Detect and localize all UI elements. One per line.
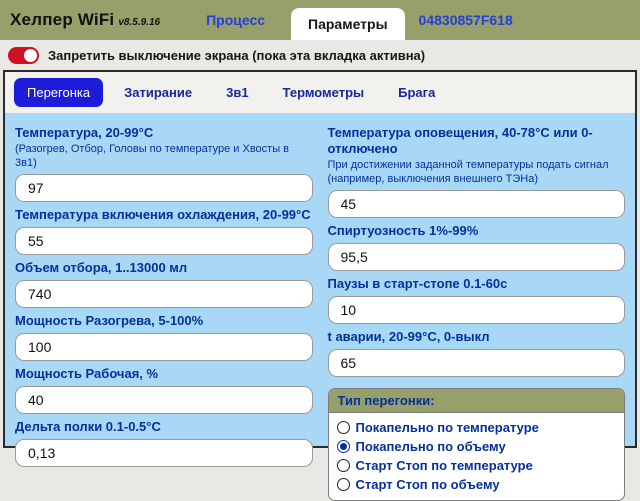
parameters-panel [3,70,637,492]
distill-type-option-2[interactable] [337,456,617,475]
tab-1[interactable]: Затирание [124,85,193,100]
field-label-right-1: Спиртуозность 1%-99% [327,223,479,238]
radio-option-label: Старт Стоп по объему [355,477,500,492]
tab-4[interactable]: Брага [398,85,436,100]
nav-parameters-tab[interactable]: Параметры [291,8,405,40]
distill-type-options [329,413,625,500]
field-label-right-0: Температура оповещения, 40-78°C или 0-отключено [327,125,593,156]
field-input-right-0[interactable] [328,190,626,218]
screen-lock-row [0,40,640,70]
distill-type-title: Тип перегонки: [329,389,625,413]
field-label-left-5: Дельта полки 0.1-0.5°C [15,419,161,434]
toggle-knob-icon [24,49,37,62]
field-input-right-1[interactable] [328,243,626,271]
screen-lock-label: Запретить выключение экрана (пока эта вкладка активна) [48,47,426,63]
tab-3[interactable]: Термометры [282,85,365,100]
field-input-left-1[interactable] [15,227,313,255]
field-label-right-2: Паузы в старт-стопе 0.1-60с [327,276,508,291]
field-input-right-3[interactable] [328,349,626,377]
field-input-left-5[interactable] [15,439,313,467]
field-label-left-3: Мощность Разогрева, 5-100% [15,313,204,328]
field-label-left-2: Объем отбора, 1..13000 мл [15,260,188,275]
distill-type-option-0[interactable] [337,418,617,437]
radio-option-label: Покапельно по объему [355,439,506,454]
field-input-left-4[interactable] [15,386,313,414]
section-tabs [5,72,635,113]
field-input-left-3[interactable] [15,333,313,361]
tab-2[interactable]: 3в1 [226,85,249,100]
field-label-left-4: Мощность Рабочая, % [15,366,159,381]
app-name: Хелпер WiFi [10,10,115,29]
form-content [5,113,635,501]
screen-lock-toggle[interactable] [8,47,39,64]
app-header [0,0,640,40]
radio-icon[interactable] [337,478,350,491]
form-column-right [328,120,626,501]
distill-type-option-3[interactable] [337,475,617,494]
app-title [10,10,160,30]
app-version: v8.5.9.16 [118,17,161,28]
field-hint-left-0: (Разогрев, Отбор, Головы по температуре и Хвосты в 3в1) [15,143,290,169]
field-input-left-0[interactable] [15,174,313,202]
radio-icon[interactable] [337,421,350,434]
radio-option-label: Покапельно по температуре [355,420,539,435]
field-label-left-0: Температура, 20-99°C [15,125,154,140]
distill-type-box [328,388,626,501]
radio-selected-icon[interactable] [337,440,350,453]
radio-option-label: Старт Стоп по температуре [355,458,533,473]
field-label-right-3: t аварии, 20-99°C, 0-выкл [327,329,490,344]
nav-process-link[interactable]: Процесс [206,12,266,28]
field-hint-right-0: При достижении заданной температуры подать сигнал (например, выключения внешнего ТЭНа) [327,159,609,185]
device-id: 04830857F618 [418,12,513,28]
distill-type-option-1[interactable] [337,437,617,456]
field-label-left-1: Температура включения охлаждения, 20-99°C [15,207,311,222]
radio-icon[interactable] [337,459,350,472]
field-input-right-2[interactable] [328,296,626,324]
tab-0[interactable]: Перегонка [14,78,103,107]
field-input-left-2[interactable] [15,280,313,308]
form-column-left [15,120,313,501]
